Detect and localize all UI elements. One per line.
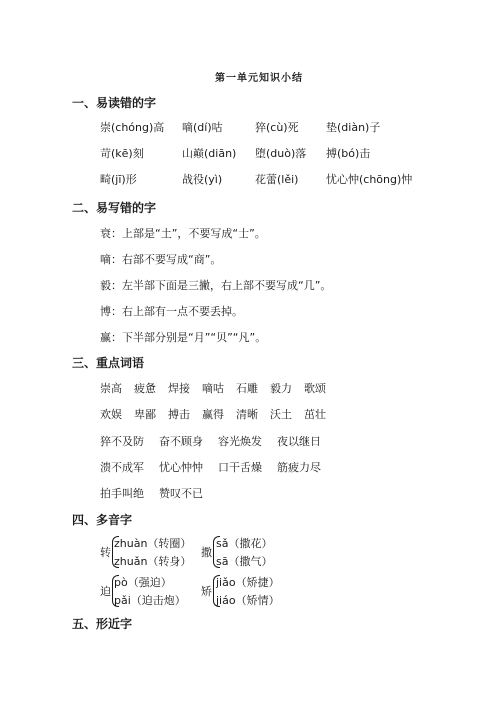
word: 歌颂 (304, 382, 326, 395)
miswrite-line: 赢：下半部分别是“月”“贝”“凡”。 (100, 331, 267, 344)
word: 容光焕发 (218, 435, 262, 448)
polyphone-char: 矫 (201, 585, 212, 598)
word: 卑鄙 (134, 408, 156, 421)
word: 焊接 (168, 382, 190, 395)
word-row (100, 380, 326, 396)
word: 夜以继日 (277, 435, 321, 448)
polyphone-reading: zhuǎn（转身） (114, 555, 192, 568)
word: 毅力 (270, 382, 292, 395)
word: 奋不顾身 (159, 435, 203, 448)
polyphone-reading: pǎi（迫击炮） (114, 594, 186, 607)
word-entry: 山巅(diān) (182, 147, 237, 160)
word: 崇高 (100, 382, 122, 395)
word-row (100, 459, 321, 475)
polyphone-char: 迫 (100, 585, 111, 598)
word: 疲惫 (134, 382, 156, 395)
word: 嘀咕 (202, 382, 224, 395)
word-entry: 崇(chóng)高 (100, 121, 165, 134)
misread-row (100, 145, 370, 161)
word: 拍手叫绝 (100, 487, 144, 500)
misread-row (100, 171, 412, 187)
word-entry: 战役(yì) (182, 173, 223, 186)
word: 茁壮 (304, 408, 326, 421)
polyphone-reading: pò（强迫） (114, 576, 172, 589)
section-heading-similar-chars: 五、形近字 (72, 617, 133, 631)
word-entry: 猝(cù)死 (255, 121, 299, 134)
miswrite-line: 博：右上部有一点不要丢掉。 (100, 305, 243, 318)
word: 筋疲力尽 (277, 461, 321, 474)
page-title: 第一单元知识小结 (215, 73, 303, 84)
polyphone-char: 撒 (201, 546, 212, 559)
polyphone-reading: jiáo（矫情） (216, 594, 280, 607)
word: 沃土 (270, 408, 292, 421)
word: 欢娱 (100, 408, 122, 421)
word-entry: 搏(bó)击 (326, 147, 371, 160)
word: 石雕 (236, 382, 258, 395)
word-entry: 垫(diàn)子 (326, 121, 381, 134)
word: 清晰 (236, 408, 258, 421)
word-entry: 畸(jī)形 (100, 173, 137, 186)
word: 溃不成军 (100, 461, 144, 474)
section-heading-easy-miswrite: 二、易写错的字 (72, 201, 157, 215)
miswrite-line: 毅：左半部下面是三撇，右上部不要写成“几”。 (100, 279, 332, 292)
polyphone-char: 转 (100, 546, 111, 559)
miswrite-line: 衰：上部是“土”，不要写成“士”。 (100, 227, 266, 240)
word-entry: 忧心忡(chōng)忡 (326, 173, 413, 186)
word: 赢得 (202, 408, 224, 421)
word-row (100, 485, 203, 501)
polyphone-reading: sǎ（撒花） (216, 537, 273, 550)
polyphone-reading: sā（撒气） (216, 555, 273, 568)
polyphone-reading: zhuàn（转圈） (114, 537, 192, 550)
word-row (100, 433, 321, 449)
word: 赞叹不已 (159, 487, 203, 500)
word-entry: 花蕾(lěi) (255, 173, 299, 186)
word: 搏击 (168, 408, 190, 421)
section-heading-key-words: 三、重点词语 (72, 356, 145, 370)
polyphone-reading: jiǎo（矫捷） (216, 576, 280, 589)
word: 猝不及防 (100, 435, 144, 448)
misread-row (100, 119, 380, 135)
miswrite-line: 嘀：右部不要写成“商”。 (100, 253, 222, 266)
word: 口干舌燥 (218, 461, 262, 474)
word: 忧心忡忡 (159, 461, 203, 474)
word-entry: 堕(duò)落 (255, 147, 307, 160)
section-heading-easy-misread: 一、易读错的字 (72, 96, 157, 110)
word-entry: 嘀(dí)咕 (182, 121, 223, 134)
word-entry: 苛(kē)刻 (100, 147, 144, 160)
word-row (100, 406, 326, 422)
section-heading-polyphonic: 四、多音字 (72, 513, 133, 527)
